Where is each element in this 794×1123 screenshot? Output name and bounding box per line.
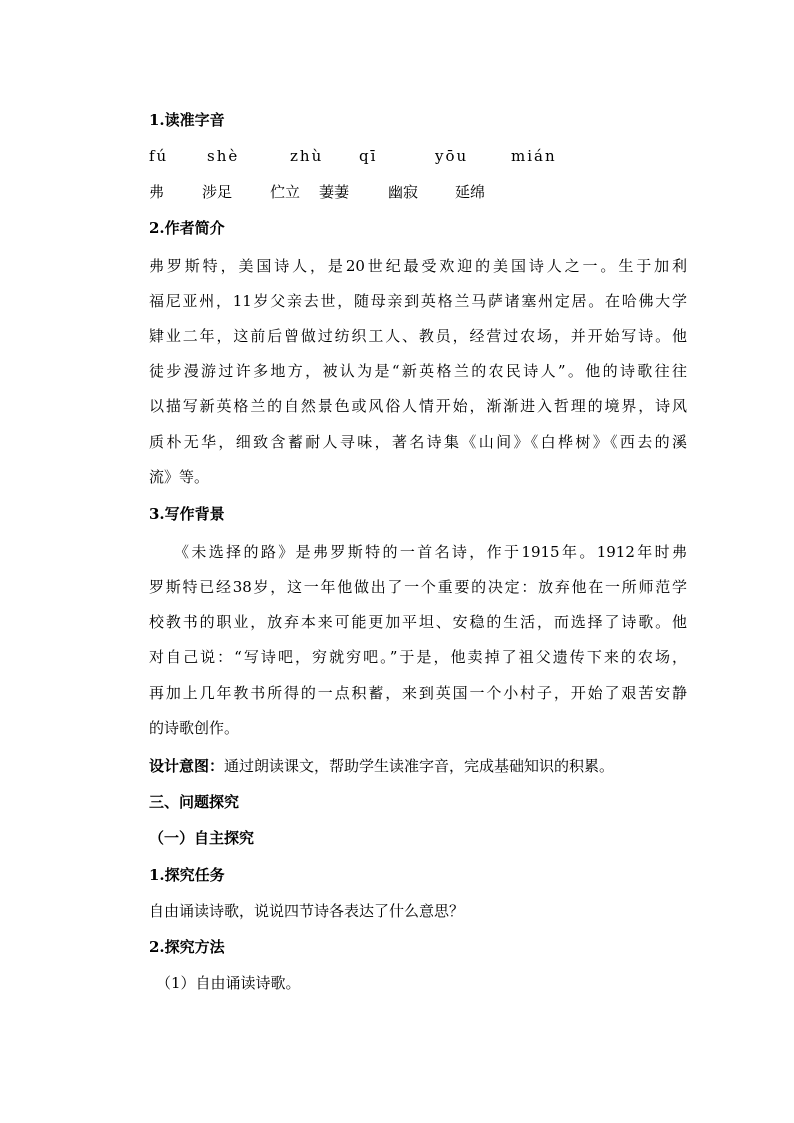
pinyin-row (0, 146, 794, 166)
background-paragraph-line: 罗斯特已经38岁，这一年他做出了一个重要的决定：放弃他在一所师范学 (149, 578, 687, 596)
section-heading-pronunciation: 1.读准字音 (149, 111, 225, 129)
author-paragraph-line: 以描写新英格兰的自然景色或风俗人情开始，渐渐进入哲理的境界，诗风 (149, 397, 687, 415)
background-paragraph-line: 再加上几年教书所得的一点积蓄，来到英国一个小村子，开始了艰苦安静 (149, 684, 687, 702)
char-item: 涉足 (202, 183, 233, 201)
author-paragraph-line: 流》等。 (149, 468, 210, 486)
background-paragraph-line: 校教书的职业，放弃本来可能更加平坦、安稳的生活，而选择了诗歌。他 (149, 613, 687, 631)
author-paragraph-line: 徒步漫游过许多地方，被认为是“新英格兰的农民诗人”。他的诗歌往往 (149, 362, 687, 380)
char-item: 延绵 (455, 183, 486, 201)
subsection-heading-self-inquiry: （一）自主探究 (149, 829, 255, 847)
char-item: 弗 (149, 183, 165, 201)
task-heading: 1.探究任务 (149, 866, 225, 884)
task-text: 自由诵读诗歌，说说四节诗各表达了什么意思？ (149, 902, 465, 920)
author-paragraph-line: 肄业二年，这前后曾做过纺织工人、教员，经营过农场，并开始写诗。他 (149, 327, 687, 345)
background-paragraph-line: 《未选择的路》是弗罗斯特的一首名诗，作于1915年。1912年时弗 (174, 543, 687, 561)
char-item: 伫立 (270, 183, 301, 201)
chars-row (0, 182, 794, 202)
pinyin-item: zhù (290, 147, 324, 165)
design-intent-label: 设计意图： (149, 757, 225, 775)
design-intent (149, 756, 614, 776)
method-heading: 2.探究方法 (149, 938, 225, 956)
pinyin-item: shè (207, 147, 240, 165)
pinyin-item: fú (149, 147, 169, 165)
char-item: 萋萋 (319, 183, 350, 201)
part-heading-inquiry: 三、问题探究 (149, 793, 240, 811)
pinyin-item: qī (359, 147, 378, 165)
background-paragraph-line: 的诗歌创作。 (149, 719, 240, 737)
section-heading-author: 2.作者简介 (149, 219, 225, 237)
design-intent-text: 通过朗读课文，帮助学生读准字音，完成基础知识的积累。 (224, 757, 615, 775)
author-paragraph-line: 弗罗斯特，美国诗人，是20世纪最受欢迎的美国诗人之一。生于加利 (149, 257, 687, 275)
background-paragraph-line: 对自己说：“写诗吧，穷就穷吧。”于是，他卖掉了祖父遗传下来的农场， (149, 648, 687, 666)
pinyin-item: mián (511, 147, 557, 165)
method-item: （1）自由诵读诗歌。 (156, 974, 301, 992)
author-paragraph-line: 质朴无华，细致含蓄耐人寻味，著名诗集《山间》《白桦树》《西去的溪 (149, 433, 687, 451)
author-paragraph-line: 福尼亚州，11岁父亲去世，随母亲到英格兰马萨诸塞州定居。在哈佛大学 (149, 292, 687, 310)
char-item: 幽寂 (388, 183, 419, 201)
section-heading-background: 3.写作背景 (149, 505, 225, 523)
pinyin-item: yōu (435, 147, 469, 165)
